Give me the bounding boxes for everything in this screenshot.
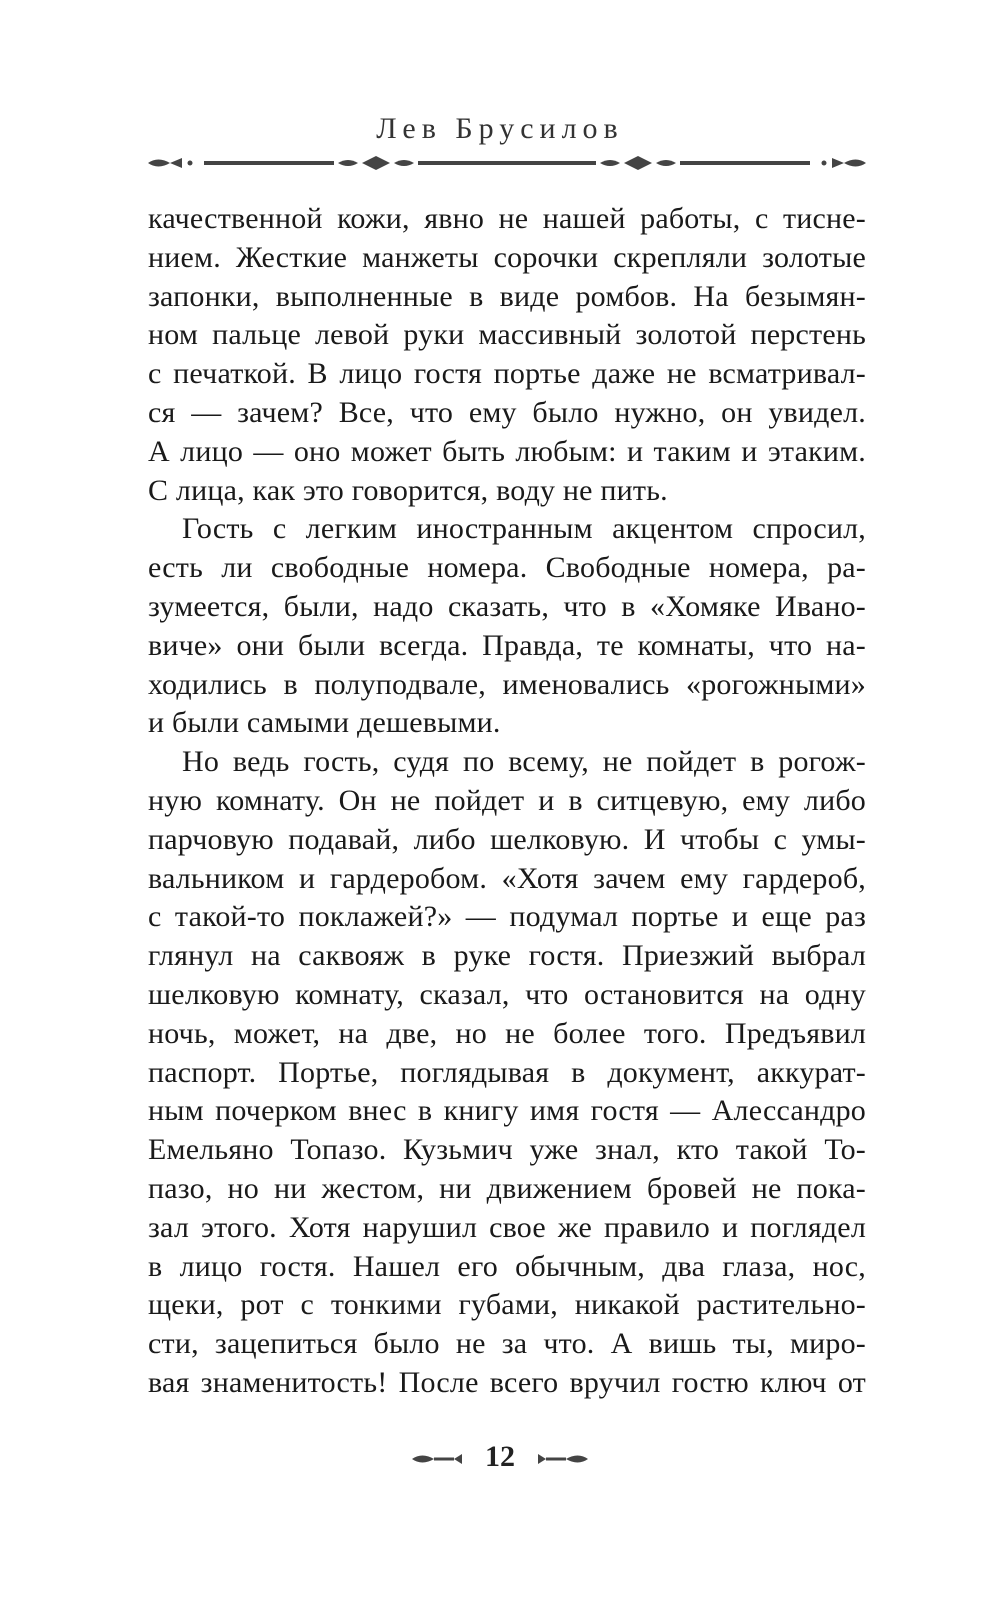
text-line: виче» они были всегда. Правда, те комнаты, что на- xyxy=(148,628,866,662)
text-line: зал этого. Хотя нарушил свое же правило и поглядел xyxy=(148,1210,866,1244)
text-line: шелковую комнату, сказал, что остановится на одну xyxy=(148,977,866,1011)
text-line: Но ведь гость, судя по всему, не пойдет в рогож- xyxy=(182,745,866,779)
text-line: есть ли свободные номера. Свободные номера, ра- xyxy=(148,551,866,585)
text-line: А лицо — оно может быть любым: и таким и этаким. xyxy=(148,434,866,468)
text-line: Гость с легким иностранным акцентом спросил, xyxy=(182,512,866,546)
text-line: нием. Жесткие манжеты сорочки скрепляли золотые xyxy=(148,240,866,274)
text-line: качественной кожи, явно не нашей работы, с тисне- xyxy=(148,202,866,235)
text-line: с печаткой. В лицо гостя портье даже не всматривал- xyxy=(148,357,866,391)
text-line: глянул на саквояж в руке гостя. Приезжий выбрал xyxy=(148,939,866,973)
text-line: ся — зачем? Все, что ему было нужно, он увидел. xyxy=(148,395,866,429)
text-line: Емельяно Топазо. Кузьмич уже знал, кто такой То- xyxy=(148,1133,866,1167)
text-line: С лица, как это говорится, воду не пить. xyxy=(148,473,668,507)
header-ornament-divider xyxy=(148,148,866,178)
text-line: в лицо гостя. Нашел его обычным, два глаза, нос, xyxy=(148,1249,866,1283)
footer-ornament-left xyxy=(410,1448,462,1470)
text-line: сти, зацепиться было не за что. А вишь ты, миро- xyxy=(148,1327,866,1361)
text-line: ным почерком внес в книгу имя гостя — Алессандро xyxy=(148,1094,866,1128)
page-body-text xyxy=(148,200,866,1403)
running-title: Лев Брусилов xyxy=(376,112,624,145)
text-line: вая знаменитость! После всего вручил гостю ключ от xyxy=(148,1365,866,1399)
footer-ornament-right xyxy=(538,1448,590,1470)
text-line: ходились в полуподвале, именовались «рогожными» xyxy=(148,667,866,701)
text-line: ную комнату. Он не пойдет и в ситцевую, ему либо xyxy=(148,783,866,817)
text-line: щеки, рот с тонкими губами, никакой растительно- xyxy=(148,1288,866,1322)
text-line: парчовую подавай, либо шелковую. И чтобы с умы- xyxy=(148,822,866,856)
text-line: запонки, выполненные в виде ромбов. На безымян- xyxy=(148,279,866,313)
page-footer xyxy=(0,1440,1000,1480)
text-line: и были самыми дешевыми. xyxy=(148,706,501,740)
text-line: ном пальце левой руки массивный золотой перстень xyxy=(148,318,866,352)
text-line: зумеется, были, надо сказать, что в «Хомяке Ивано- xyxy=(148,589,866,623)
text-line: пазо, но ни жестом, ни движением бровей не пока- xyxy=(148,1171,866,1205)
text-line: с такой-то поклажей?» — подумал портье и еще раз xyxy=(148,900,866,934)
text-line: паспорт. Портье, поглядывая в документ, аккурат- xyxy=(148,1055,866,1089)
text-line: ночь, может, на две, но не более того. Предъявил xyxy=(148,1016,866,1050)
text-line: вальником и гардеробом. «Хотя зачем ему гардероб, xyxy=(148,861,866,895)
page-number: 12 xyxy=(485,1440,515,1473)
